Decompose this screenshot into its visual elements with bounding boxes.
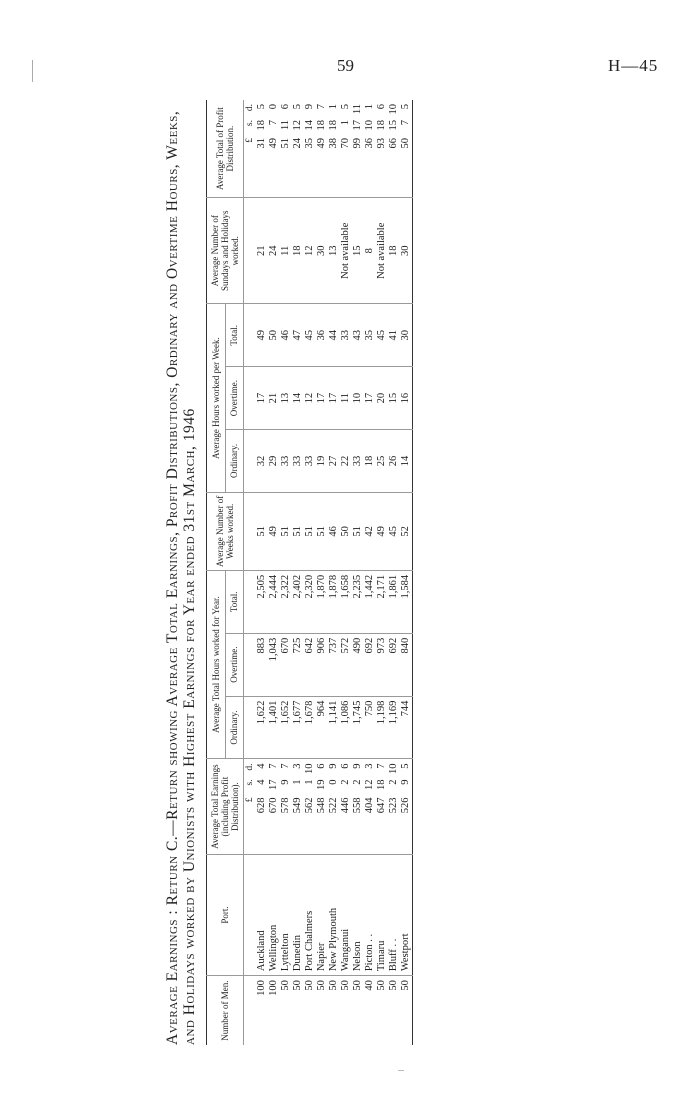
total-hours-cell: 2,320 [304, 570, 316, 633]
overtime-hours-cell: 840 [400, 633, 413, 696]
weekly-ordinary-cell: 27 [328, 430, 340, 493]
table-row [340, 100, 352, 1045]
port-cell [340, 854, 352, 975]
overtime-hours-cell: 692 [388, 633, 400, 696]
profit-cell-pounds: 24 [292, 138, 303, 149]
profit-cell-shillings: 7 [400, 120, 411, 126]
overtime-hours-cell: 1,043 [268, 633, 280, 696]
profit-cell-pence: 0 [268, 104, 279, 110]
profit-cell [316, 100, 328, 198]
men-cell: 100 [268, 976, 280, 1045]
overtime-hours-cell: 692 [364, 633, 376, 696]
sundays-cell: 15 [352, 198, 364, 304]
earnings-cell-pence: 10 [304, 763, 315, 774]
total-hours-cell: 1,658 [340, 570, 352, 633]
profit-cell-pounds: 50 [400, 138, 411, 149]
total-hours-cell: 1,861 [388, 570, 400, 633]
col-men-header: Number of Men. [207, 976, 244, 1045]
overtime-hours-cell: 883 [256, 633, 268, 696]
profit-cell [292, 100, 304, 198]
men-cell: 50 [304, 976, 316, 1045]
earnings-cell-shillings: 2 [340, 779, 351, 785]
table-row [256, 100, 268, 1045]
total-hours-cell: 2,402 [292, 570, 304, 633]
profit-cell-shillings: 1 [340, 120, 351, 126]
profit-cell-shillings: 18 [328, 120, 339, 131]
unit-shillings: s. [245, 779, 255, 786]
profit-cell [376, 100, 388, 198]
profit-cell-shillings: 10 [364, 120, 375, 131]
weeks-cell: 50 [340, 492, 352, 570]
ordinary-hours-cell: 1,086 [340, 696, 352, 759]
earnings-cell-pounds: 523 [388, 797, 399, 814]
port-cell [328, 854, 340, 975]
table-row [364, 100, 376, 1045]
col-total-header: Total. [225, 570, 244, 633]
weeks-cell: 49 [376, 492, 388, 570]
profit-cell-pence: 1 [328, 104, 339, 110]
earnings-cell-pounds: 670 [268, 797, 279, 814]
ordinary-hours-cell: 750 [364, 696, 376, 759]
port-cell [256, 854, 268, 975]
overtime-hours-cell: 906 [316, 633, 328, 696]
port-name: New Plymouth [328, 907, 339, 972]
weekly-total-cell: 46 [280, 304, 292, 367]
earnings-cell-pounds: 647 [376, 797, 387, 814]
table-row [316, 100, 328, 1045]
col-overtime-header: Overtime. [225, 633, 244, 696]
profit-cell-pounds: 49 [268, 138, 279, 149]
profit-cell-shillings: 18 [256, 120, 267, 131]
ordinary-hours-cell: 1,678 [304, 696, 316, 759]
title-lead: Average Earnings : [164, 909, 181, 1045]
port-cell [388, 854, 400, 975]
port-name: Westport [400, 933, 411, 972]
overtime-hours-cell: 670 [280, 633, 292, 696]
weekly-overtime-cell: 16 [400, 367, 413, 430]
profit-cell-pounds: 70 [340, 138, 351, 149]
earnings-cell [268, 759, 280, 854]
earnings-cell-shillings: 12 [364, 779, 375, 790]
weekly-ordinary-cell: 32 [256, 430, 268, 493]
earnings-cell-shillings: 2 [352, 779, 363, 785]
total-hours-cell: 1,870 [316, 570, 328, 633]
men-cell: 50 [352, 976, 364, 1045]
table-row [388, 100, 400, 1045]
profit-cell [340, 100, 352, 198]
unit-pounds: £ [245, 797, 255, 803]
weekly-total-cell: 35 [364, 304, 376, 367]
earnings-cell-pence: 7 [268, 763, 279, 769]
ordinary-hours-cell: 744 [400, 696, 413, 759]
earnings-cell-pence: 3 [364, 763, 375, 769]
earnings-cell-pence: 9 [352, 763, 363, 769]
weekly-ordinary-cell: 25 [376, 430, 388, 493]
weekly-overtime-cell: 11 [340, 367, 352, 430]
earnings-cell-pence: 6 [340, 763, 351, 769]
overtime-hours-cell: 725 [292, 633, 304, 696]
port-cell [400, 854, 413, 975]
weekly-ordinary-cell: 19 [316, 430, 328, 493]
col-total-hours-header: Average Total Hours worked for Year. [207, 570, 226, 759]
ordinary-hours-cell: 1,141 [328, 696, 340, 759]
earnings-cell-pence: 10 [388, 763, 399, 774]
table-row [268, 100, 280, 1045]
port-name: Napier [316, 942, 327, 972]
earnings-cell [376, 759, 388, 854]
total-hours-cell: 1,878 [328, 570, 340, 633]
weekly-total-cell: 50 [268, 304, 280, 367]
port-name: Auckland [256, 930, 267, 972]
weekly-overtime-cell: 15 [388, 367, 400, 430]
profit-cell-pounds: 49 [316, 138, 327, 149]
unit-pence: d. [245, 104, 255, 112]
profit-cell [256, 100, 268, 198]
weeks-cell: 45 [388, 492, 400, 570]
profit-cell-shillings: 17 [352, 120, 363, 131]
sundays-cell: 30 [400, 198, 413, 304]
earnings-cell-pounds: 446 [340, 797, 351, 814]
profit-cell-pounds: 51 [280, 138, 291, 149]
weeks-cell: 51 [316, 492, 328, 570]
document-code: H—45 [608, 56, 659, 75]
weekly-total-cell: 45 [376, 304, 388, 367]
men-cell: 100 [256, 976, 268, 1045]
profit-cell [388, 100, 400, 198]
earnings-cell-pounds: 628 [256, 797, 267, 814]
col-sundays-header: Average Number of Sundays and Holidays worked. [207, 198, 244, 304]
earnings-cell [280, 759, 292, 854]
men-cell: 50 [400, 976, 413, 1045]
table-row [352, 100, 364, 1045]
weeks-cell: 51 [280, 492, 292, 570]
weekly-total-cell: 33 [340, 304, 352, 367]
earnings-cell [328, 759, 340, 854]
profit-cell-pence: 6 [376, 104, 387, 110]
profit-cell [352, 100, 364, 198]
earnings-cell-shillings: 18 [376, 779, 387, 790]
sundays-cell: 8 [364, 198, 376, 304]
profit-cell-pounds: 35 [304, 138, 315, 149]
weekly-overtime-cell: 17 [364, 367, 376, 430]
earnings-cell-shillings: 1 [292, 779, 303, 785]
port-cell [292, 854, 304, 975]
weekly-total-cell: 45 [304, 304, 316, 367]
sundays-cell: 18 [388, 198, 400, 304]
port-name: Nelson [352, 941, 363, 972]
earnings-cell-pounds: 522 [328, 797, 339, 814]
profit-cell-pounds: 99 [352, 138, 363, 149]
port-cell [376, 854, 388, 975]
weeks-cell: 42 [364, 492, 376, 570]
unit-shillings: s. [245, 120, 255, 127]
title-text: Return C.—Return showing Average Total Earnings, Profit Distributions, Ordinary and Overtime Hours, Weeks, and Holidays worked by Unionists with Highest Earnings for Year ended 31st March, 1946 [164, 110, 198, 1045]
weekly-ordinary-cell: 33 [304, 430, 316, 493]
earnings-cell-pounds: 404 [364, 797, 375, 814]
earnings-cell-pounds: 548 [316, 797, 327, 814]
weeks-cell: 49 [268, 492, 280, 570]
port-name: Lyttelton [280, 933, 291, 972]
table-row [328, 100, 340, 1045]
men-cell: 50 [280, 976, 292, 1045]
earnings-cell-shillings: 9 [280, 779, 291, 785]
earnings-cell [340, 759, 352, 854]
margin-mark [32, 60, 35, 82]
profit-cell-pence: 1 [364, 104, 375, 110]
weeks-cell: 52 [400, 492, 413, 570]
men-cell: 50 [292, 976, 304, 1045]
port-name: Picton . . [364, 933, 375, 972]
weekly-overtime-cell: 17 [256, 367, 268, 430]
earnings-cell-shillings: 0 [328, 779, 339, 785]
total-hours-cell: 1,442 [364, 570, 376, 633]
weekly-total-cell: 41 [388, 304, 400, 367]
earnings-cell-shillings: 4 [256, 779, 267, 785]
weekly-ordinary-cell: 33 [280, 430, 292, 493]
earnings-cell-pounds: 562 [304, 797, 315, 814]
col-port-header: Port. [207, 854, 244, 975]
weeks-cell: 51 [292, 492, 304, 570]
earnings-cell-shillings: 17 [268, 779, 279, 790]
earnings-cell [388, 759, 400, 854]
table-title [164, 100, 198, 1045]
ordinary-hours-cell: 1,622 [256, 696, 268, 759]
men-cell: 50 [328, 976, 340, 1045]
sundays-cell: 13 [328, 198, 340, 304]
weekly-ordinary-cell: 33 [352, 430, 364, 493]
profit-cell-pence: 7 [316, 104, 327, 110]
earnings-cell-pence: 9 [328, 763, 339, 769]
profit-cell-pence: 5 [340, 104, 351, 110]
port-cell [304, 854, 316, 975]
weekly-overtime-cell: 17 [328, 367, 340, 430]
table-row [292, 100, 304, 1045]
men-cell: 50 [316, 976, 328, 1045]
col-weekly-hours-header: Average Hours worked per Week. [207, 304, 226, 493]
earnings-cell [400, 759, 413, 854]
earnings-cell-shillings: 1 [304, 779, 315, 785]
profit-cell [280, 100, 292, 198]
earnings-cell [256, 759, 268, 854]
weekly-total-cell: 30 [400, 304, 413, 367]
weekly-ordinary-cell: 26 [388, 430, 400, 493]
profit-cell [328, 100, 340, 198]
ordinary-hours-cell: 1,652 [280, 696, 292, 759]
rotated-return-table-block [164, 100, 524, 1045]
earnings-cell-pounds: 549 [292, 797, 303, 814]
overtime-hours-cell: 642 [304, 633, 316, 696]
men-cell: 40 [364, 976, 376, 1045]
overtime-hours-cell: 490 [352, 633, 364, 696]
earnings-cell-pence: 4 [256, 763, 267, 769]
men-cell: 50 [388, 976, 400, 1045]
earnings-cell-pounds: 558 [352, 797, 363, 814]
port-name: Timaru [376, 940, 387, 972]
profit-cell-shillings: 7 [268, 120, 279, 126]
weekly-total-cell: 43 [352, 304, 364, 367]
total-hours-cell: 2,322 [280, 570, 292, 633]
profit-cell [268, 100, 280, 198]
table-body [244, 100, 413, 1045]
weeks-cell: 51 [352, 492, 364, 570]
earnings-cell [292, 759, 304, 854]
profit-cell-pence: 5 [292, 104, 303, 110]
earnings-cell-shillings: 9 [400, 779, 411, 785]
overtime-hours-cell: 973 [376, 633, 388, 696]
men-cell: 50 [340, 976, 352, 1045]
table-header [207, 100, 244, 1045]
weekly-overtime-cell: 10 [352, 367, 364, 430]
total-hours-cell: 2,505 [256, 570, 268, 633]
unit-pence: d. [245, 763, 255, 771]
units-row [244, 100, 257, 1045]
earnings-cell [316, 759, 328, 854]
profit-cell-pence: 10 [388, 104, 399, 115]
weekly-overtime-cell: 21 [268, 367, 280, 430]
sundays-cell: 18 [292, 198, 304, 304]
weekly-overtime-cell: 12 [304, 367, 316, 430]
col-weekly-overtime-header: Overtime. [225, 367, 244, 430]
table-row [376, 100, 388, 1045]
earnings-cell-shillings: 2 [388, 779, 399, 785]
profit-cell-pence: 11 [352, 104, 363, 115]
profit-cell-pence: 5 [400, 104, 411, 110]
page-number: 59 [337, 56, 354, 75]
ordinary-hours-cell: 1,198 [376, 696, 388, 759]
weeks-cell: 51 [256, 492, 268, 570]
port-cell [352, 854, 364, 975]
col-weekly-total-header: Total. [225, 304, 244, 367]
profit-cell-pounds: 93 [376, 138, 387, 149]
ordinary-hours-cell: 1,169 [388, 696, 400, 759]
profit-cell-pounds: 38 [328, 138, 339, 149]
weekly-ordinary-cell: 29 [268, 430, 280, 493]
earnings-cell-pence: 7 [376, 763, 387, 769]
men-cell: 50 [376, 976, 388, 1045]
sundays-cell: 30 [316, 198, 328, 304]
weekly-total-cell: 49 [256, 304, 268, 367]
weekly-ordinary-cell: 22 [340, 430, 352, 493]
earnings-cell [352, 759, 364, 854]
sundays-cell: 21 [256, 198, 268, 304]
overtime-hours-cell: 737 [328, 633, 340, 696]
profit-cell [400, 100, 413, 198]
profit-cell-shillings: 11 [280, 120, 291, 131]
earnings-cell-pence: 5 [400, 763, 411, 769]
profit-cell-pence: 6 [280, 104, 291, 110]
col-earnings-header: Average Total Earnings (including Profit Distribution). [207, 759, 244, 854]
weekly-overtime-cell: 14 [292, 367, 304, 430]
col-weeks-header: Average Number of Weeks worked. [207, 492, 244, 570]
table-row [304, 100, 316, 1045]
weekly-overtime-cell: 20 [376, 367, 388, 430]
earnings-cell-pence: 3 [292, 763, 303, 769]
port-name: Dunedin [292, 934, 303, 972]
earnings-table [206, 100, 413, 1045]
sundays-cell: Not available [340, 198, 352, 304]
weekly-ordinary-cell: 18 [364, 430, 376, 493]
profit-cell-pounds: 31 [256, 138, 267, 149]
col-ordinary-header: Ordinary. [225, 696, 244, 759]
port-name: Port Chalmers [304, 910, 315, 972]
profit-cell-pounds: 66 [388, 138, 399, 149]
col-profit-header: Average Total of Profit Distribution. [215, 107, 235, 190]
weeks-cell: 51 [304, 492, 316, 570]
earnings-cell [304, 759, 316, 854]
profit-cell-shillings: 12 [292, 120, 303, 131]
earnings-cell-pounds: 526 [400, 797, 411, 814]
bottom-mark [398, 1070, 404, 1071]
sundays-cell: 12 [304, 198, 316, 304]
total-hours-cell: 1,584 [400, 570, 413, 633]
profit-cell [364, 100, 376, 198]
ordinary-hours-cell: 1,745 [352, 696, 364, 759]
weekly-total-cell: 44 [328, 304, 340, 367]
earnings-cell-pence: 6 [316, 763, 327, 769]
weekly-overtime-cell: 13 [280, 367, 292, 430]
sundays-cell: Not available [376, 198, 388, 304]
ordinary-hours-cell: 964 [316, 696, 328, 759]
port-cell [268, 854, 280, 975]
total-hours-cell: 2,171 [376, 570, 388, 633]
profit-cell-shillings: 18 [316, 120, 327, 131]
profit-cell [304, 100, 316, 198]
earnings-cell-pence: 7 [280, 763, 291, 769]
profit-cell-shillings: 14 [304, 120, 315, 131]
profit-cell-pence: 5 [256, 104, 267, 110]
weekly-overtime-cell: 17 [316, 367, 328, 430]
overtime-hours-cell: 572 [340, 633, 352, 696]
ordinary-hours-cell: 1,401 [268, 696, 280, 759]
weekly-total-cell: 36 [316, 304, 328, 367]
col-weekly-ordinary-header: Ordinary. [225, 430, 244, 493]
port-cell [280, 854, 292, 975]
table-row [400, 100, 413, 1045]
port-name: Bluff . . [388, 938, 399, 972]
weekly-total-cell: 47 [292, 304, 304, 367]
earnings-cell-pounds: 578 [280, 797, 291, 814]
earnings-cell-shillings: 19 [316, 779, 327, 790]
unit-pounds: £ [245, 138, 255, 143]
total-hours-cell: 2,444 [268, 570, 280, 633]
profit-cell-shillings: 18 [376, 120, 387, 131]
sundays-cell: 11 [280, 198, 292, 304]
port-name: Wanganui [340, 928, 351, 972]
weekly-ordinary-cell: 14 [400, 430, 413, 493]
weekly-ordinary-cell: 33 [292, 430, 304, 493]
port-cell [364, 854, 376, 975]
earnings-cell [364, 759, 376, 854]
total-hours-cell: 2,235 [352, 570, 364, 633]
sundays-cell: 24 [268, 198, 280, 304]
profit-cell-pence: 9 [304, 104, 315, 110]
weeks-cell: 46 [328, 492, 340, 570]
table-row [280, 100, 292, 1045]
ordinary-hours-cell: 1,677 [292, 696, 304, 759]
profit-cell-shillings: 15 [388, 120, 399, 131]
port-cell [316, 854, 328, 975]
profit-cell-pounds: 36 [364, 138, 375, 149]
port-name: Wellington [268, 924, 279, 972]
